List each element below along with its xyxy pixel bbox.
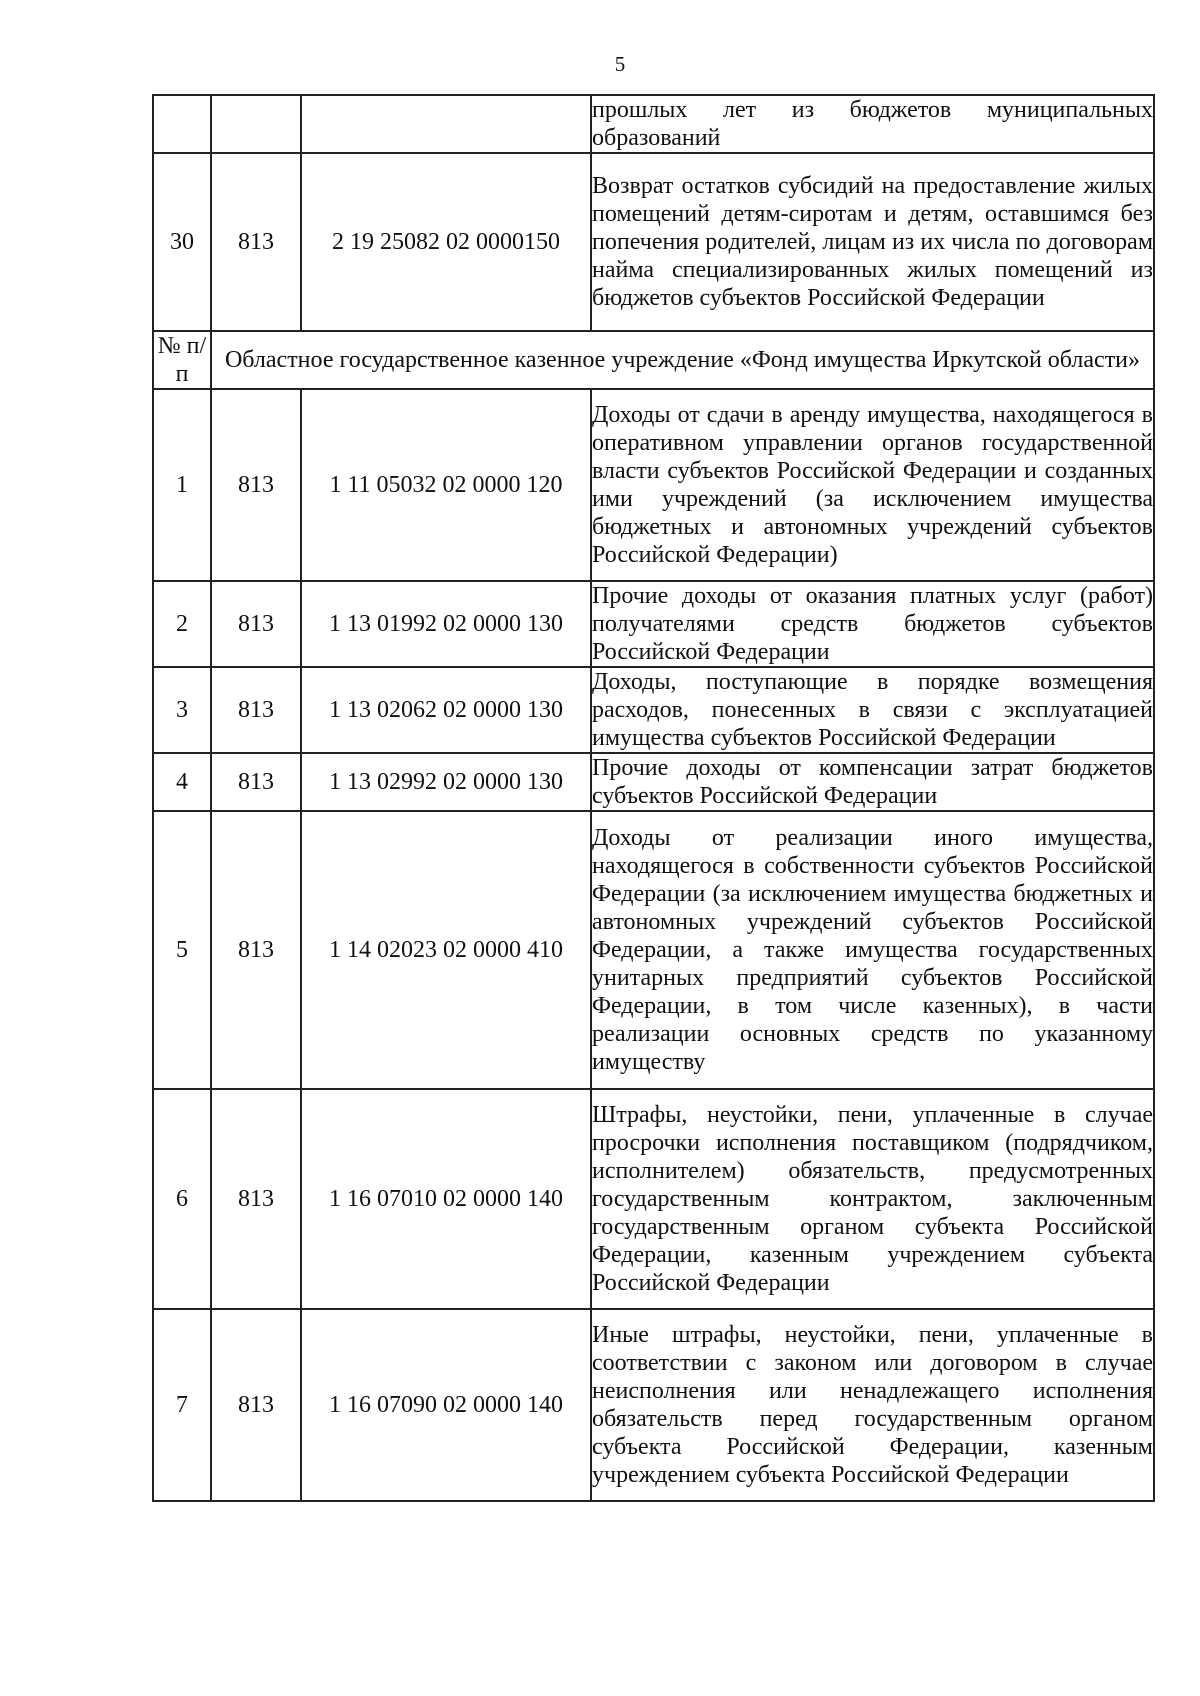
section-header-row bbox=[153, 331, 1154, 389]
admin-code: 813 bbox=[211, 811, 301, 1089]
admin-code: 813 bbox=[211, 1089, 301, 1309]
budget-classification-code: 1 14 02023 02 0000 410 bbox=[301, 811, 591, 1089]
table-row bbox=[153, 753, 1154, 811]
admin-code bbox=[211, 95, 301, 153]
revenue-name: Иные штрафы, неустойки, пени, уплаченные в соответствии с законом или договором в случае неисполнения или ненадлежащего исполнения обязательств перед государственным органом субъекта Российской Федерации, казенным учреждением субъекта Российской Федерации bbox=[591, 1309, 1154, 1501]
admin-code: 813 bbox=[211, 153, 301, 331]
row-number: 5 bbox=[153, 811, 211, 1089]
budget-classification-code bbox=[301, 95, 591, 153]
row-number: 4 bbox=[153, 753, 211, 811]
revenue-name: Доходы, поступающие в порядке возмещения расходов, понесенных в связи с эксплуатацией имущества субъектов Российской Федерации bbox=[592, 669, 1153, 751]
table-row bbox=[153, 581, 1154, 667]
admin-code: 813 bbox=[211, 581, 301, 667]
table-row bbox=[153, 389, 1154, 581]
row-number: 6 bbox=[153, 1089, 211, 1309]
admin-code: 813 bbox=[211, 1309, 301, 1501]
budget-classification-code: 1 13 02992 02 0000 130 bbox=[301, 753, 591, 811]
budget-classification-code: 1 13 01992 02 0000 130 bbox=[301, 581, 591, 667]
table-row bbox=[153, 153, 1154, 331]
admin-code: 813 bbox=[211, 753, 301, 811]
revenue-name: Доходы от сдачи в аренду имущества, находящегося в оперативном управлении органов государственной власти субъектов Российской Федерации и созданных ими учреждений (за исключением имущества бюджетных и автономных учреждений субъектов Российской Федерации) bbox=[591, 389, 1154, 581]
revenue-name: Штрафы, неустойки, пени, уплаченные в случае просрочки исполнения поставщиком (подрядчиком, исполнителем) обязательств, предусмотренных государственным контрактом, заключенным государственным органом субъекта Российской Федерации, казенным учреждением субъекта Российской Федерации bbox=[591, 1089, 1154, 1309]
row-number bbox=[153, 95, 211, 153]
table-row bbox=[153, 1089, 1154, 1309]
revenue-name: прошлых лет из бюджетов муниципальных образований bbox=[592, 97, 1153, 151]
table-row bbox=[153, 667, 1154, 753]
row-number: 7 bbox=[153, 1309, 211, 1501]
admin-code: 813 bbox=[211, 667, 301, 753]
section-number-label: № п/п bbox=[153, 331, 211, 389]
table-body bbox=[153, 95, 1154, 1501]
revenue-name: Возврат остатков субсидий на предоставление жилых помещений детям-сиротам и детям, оставшимся без попечения родителей, лицам из их числа по договорам найма специализированных жилых помещений из бюджетов субъектов Российской Федерации bbox=[591, 153, 1154, 331]
row-number: 1 bbox=[153, 389, 211, 581]
table-row bbox=[153, 1309, 1154, 1501]
budget-classification-code: 1 16 07090 02 0000 140 bbox=[301, 1309, 591, 1501]
page-number: 5 bbox=[614, 52, 626, 76]
revenue-name: Прочие доходы от оказания платных услуг (работ) получателями средств бюджетов субъектов Российской Федерации bbox=[592, 583, 1153, 665]
budget-classification-code: 1 13 02062 02 0000 130 bbox=[301, 667, 591, 753]
revenue-name: Прочие доходы от компенсации затрат бюджетов субъектов Российской Федерации bbox=[592, 755, 1153, 809]
revenue-name: Доходы от реализации иного имущества, находящегося в собственности субъектов Российской Федерации (за исключением имущества бюджетных и автономных учреждений субъектов Российской Федерации, а также имущества государственных унитарных предприятий субъектов Российской Федерации, в том числе казенных), в части реализации основных средств по указанному имуществу bbox=[591, 811, 1154, 1089]
row-number: 30 bbox=[153, 153, 211, 331]
table-row bbox=[153, 95, 1154, 153]
row-number: 3 bbox=[153, 667, 211, 753]
table-row bbox=[153, 811, 1154, 1089]
budget-classification-code: 1 11 05032 02 0000 120 bbox=[301, 389, 591, 581]
section-title: Областное государственное казенное учреждение «Фонд имущества Иркутской области» bbox=[211, 331, 1154, 389]
budget-classification-code: 2 19 25082 02 0000150 bbox=[301, 153, 591, 331]
row-number: 2 bbox=[153, 581, 211, 667]
admin-code: 813 bbox=[211, 389, 301, 581]
revenue-table bbox=[152, 94, 1155, 1502]
budget-classification-code: 1 16 07010 02 0000 140 bbox=[301, 1089, 591, 1309]
